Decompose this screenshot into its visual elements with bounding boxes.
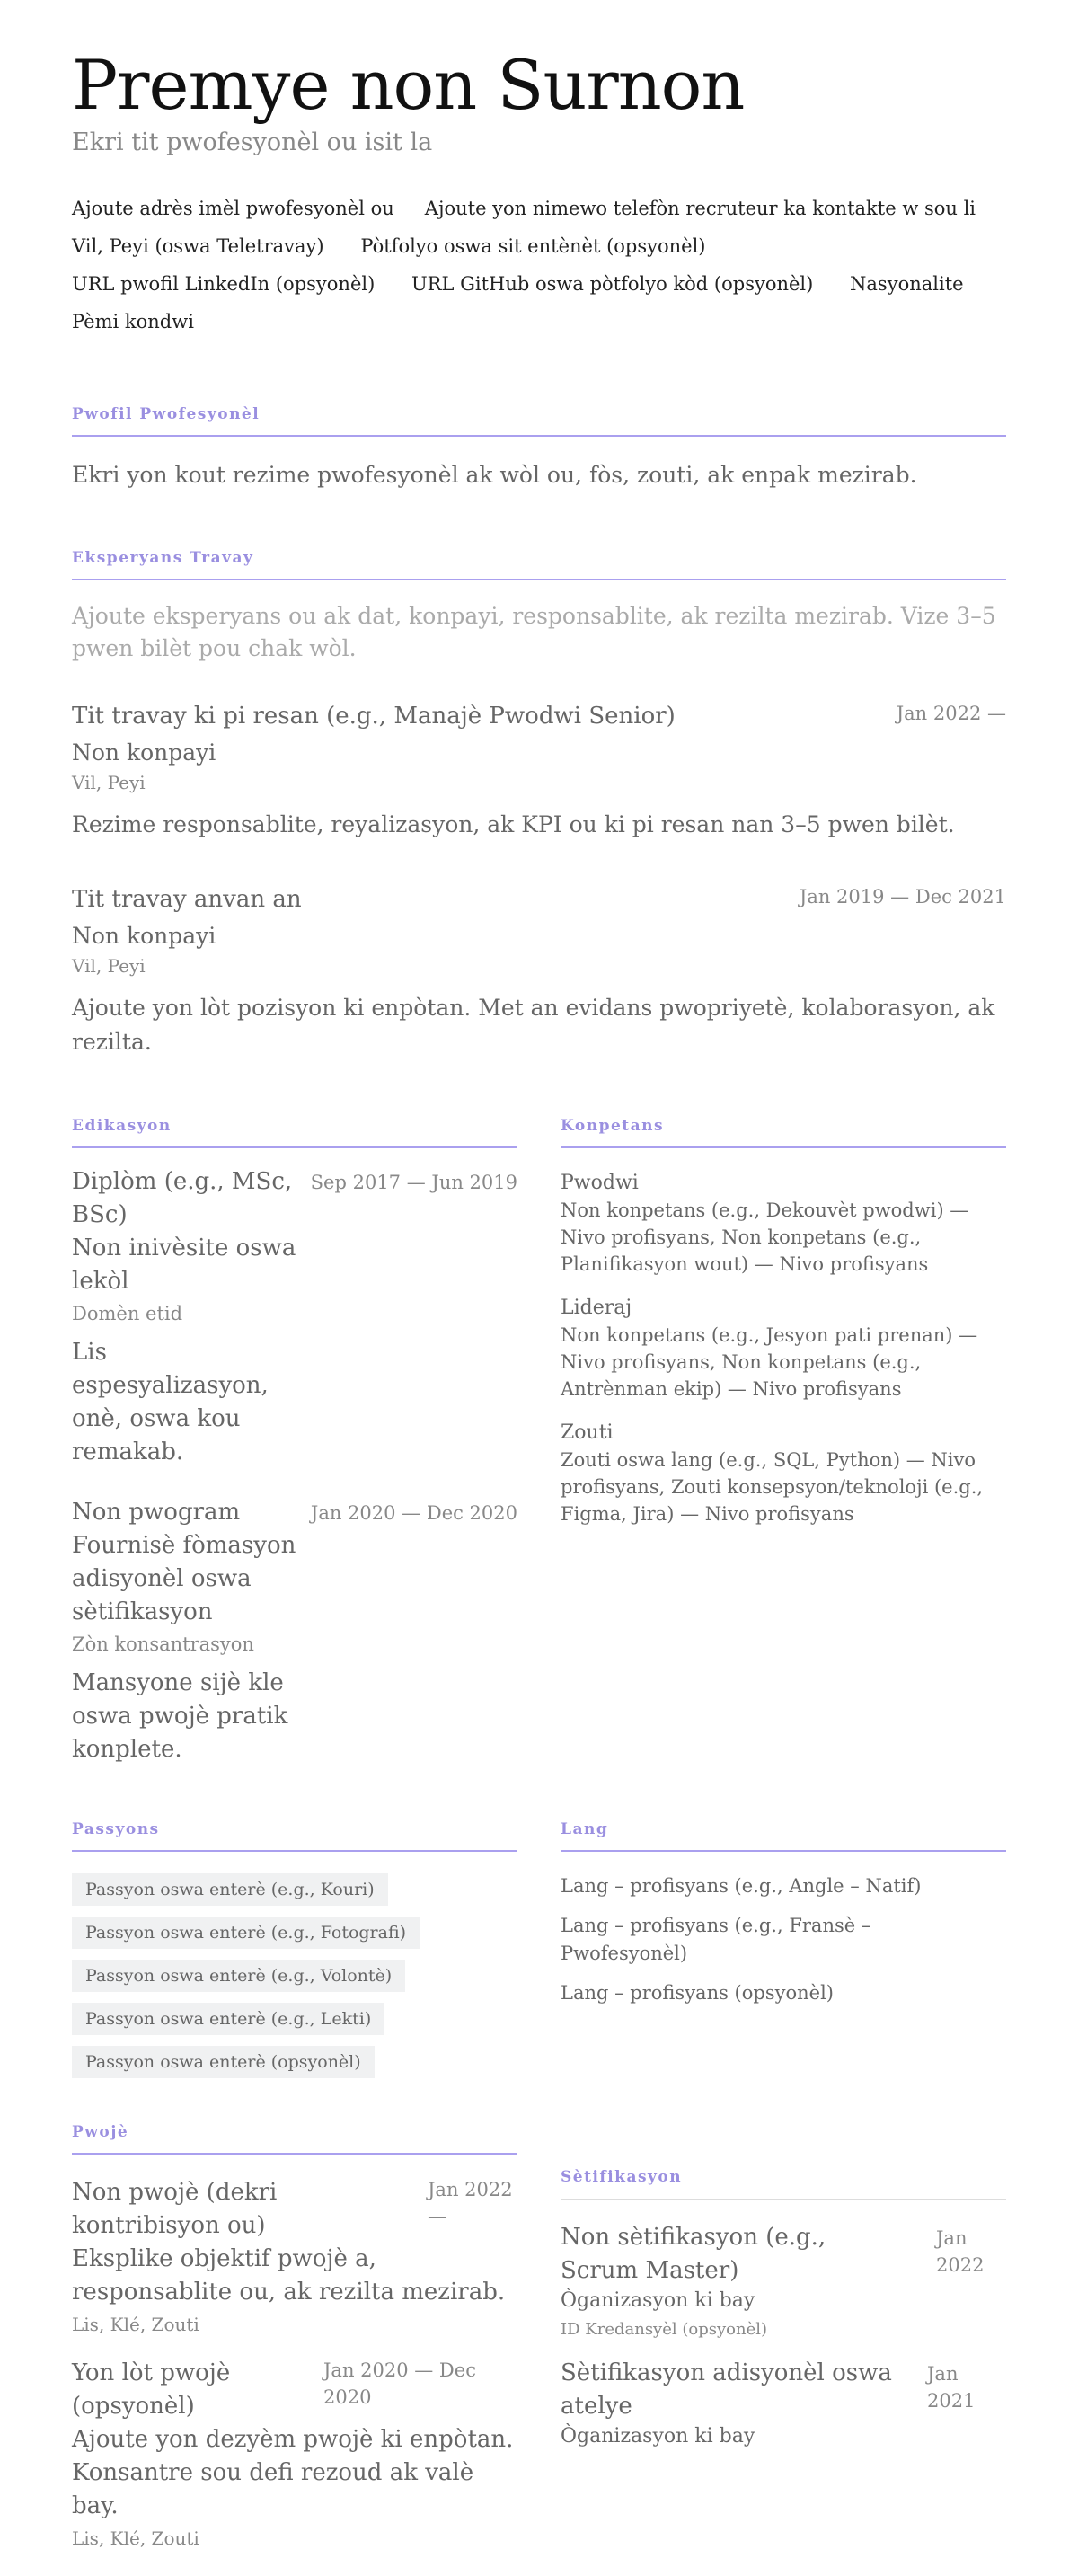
- skill-group: [561, 1295, 1006, 1403]
- contact-linkedin: URL pwofil LinkedIn (opsyonèl): [72, 273, 376, 295]
- interests-section: [72, 1819, 517, 2078]
- certification-issuer: Òganizasyon ki bay: [561, 2289, 755, 2312]
- education-entry: [72, 1165, 517, 1469]
- education-section: [72, 1115, 517, 1766]
- section-heading: Pwojè: [72, 2121, 517, 2155]
- education-entry: [72, 1496, 517, 1766]
- job-company: Non konpayi: [72, 923, 216, 949]
- interest-chip: Passyon oswa enterè (e.g., Lekti): [72, 2003, 384, 2035]
- projects-section: [72, 2121, 517, 2551]
- section-heading: Edikasyon: [72, 1115, 517, 1148]
- section-heading: Passyons: [72, 1819, 517, 1852]
- contact-github: URL GitHub oswa pòtfolyo kòd (opsyonèl): [411, 273, 814, 295]
- section-heading: Konpetans: [561, 1115, 1006, 1148]
- contact-license: Pèmi kondwi: [72, 311, 194, 332]
- section-heading: Lang: [561, 1819, 1006, 1852]
- contact-nationality: Nasyonalite: [850, 273, 964, 295]
- certifications-section: [561, 2166, 1006, 2551]
- profile-summary: Ekri yon kout rezime pwofesyonèl ak wòl ou, fòs, zouti, ak enpak mezirab.: [72, 462, 917, 488]
- degree: Non pwogram: [72, 1499, 241, 1526]
- interest-chip: Passyon oswa enterè (opsyonèl): [72, 2046, 375, 2078]
- section-heading: Pwofil Pwofesyonèl: [72, 403, 1006, 437]
- skill-group-name: Lideraj: [561, 1297, 632, 1319]
- skill-group-items: Zouti oswa lang (e.g., SQL, Python) — Nivo profisyans, Zouti konsepsyon/teknoloji (e.g., Figma, Jira) — Nivo profisyans: [561, 1449, 984, 1525]
- certification-date: Jan 2022: [936, 2227, 985, 2276]
- experience-intro: Ajoute eksperyans ou ak dat, konpayi, responsablite, ak rezilta mezirab. Vize 3–5 pwen bilèt pou chak wòl.: [72, 603, 996, 661]
- job-entry: [72, 883, 1006, 1059]
- contact-list: [72, 190, 1006, 341]
- language-item: Lang – profisyans (e.g., Fransè – Pwofesyonèl): [561, 1915, 871, 1964]
- job-dates: Jan 2022 —: [896, 703, 1006, 724]
- project-description: Eksplike objektif pwojè a, responsablite ou, ak rezilta mezirab.: [72, 2245, 506, 2306]
- project-description: Ajoute yon dezyèm pwojè ki enpòtan. Konsantre sou defi rezoud ak valè bay.: [72, 2426, 514, 2519]
- job-title: Tit travay ki pi resan (e.g., Manajè Pwodwi Senior): [72, 703, 676, 730]
- section-heading: Eksperyans Travay: [72, 547, 1006, 580]
- project-dates: Jan 2022 —: [428, 2179, 513, 2227]
- credential-id: ID Kredansyèl (opsyonèl): [561, 2320, 768, 2339]
- project-entry: [72, 2357, 517, 2551]
- school: Non inivèsite oswa lekòl: [72, 1235, 296, 1295]
- project-entry: [72, 2176, 517, 2337]
- field-of-study: Domèn etid: [72, 1303, 183, 1324]
- interest-chip: Passyon oswa enterè (e.g., Kouri): [72, 1873, 388, 1906]
- skill-group-items: Non konpetans (e.g., Dekouvèt pwodwi) — Nivo profisyans, Non konpetans (e.g., Planifikasyon wout) — Nivo profisyans: [561, 1199, 969, 1275]
- job-location: Vil, Peyi: [72, 772, 146, 793]
- languages-section: [561, 1819, 1006, 2078]
- headline: Ekri tit pwofesyonèl ou isit la: [72, 128, 433, 156]
- project-title: Yon lòt pwojè (opsyonèl): [72, 2359, 231, 2420]
- skill-group: [561, 1420, 1006, 1527]
- job-location: Vil, Peyi: [72, 955, 146, 977]
- job-description: Rezime responsablite, reyalizasyon, ak KPI ou ki pi resan nan 3–5 pwen bilèt.: [72, 811, 955, 837]
- certification-date: Jan 2021: [927, 2363, 976, 2412]
- education-description: Mansyone sijè kle oswa pwojè pratik konplete.: [72, 1669, 288, 1763]
- certification-entry: [561, 2357, 1006, 2450]
- language-item: Lang – profisyans (opsyonèl): [561, 1982, 834, 2004]
- project-dates: Jan 2020 — Dec 2020: [323, 2359, 476, 2408]
- education-description: Lis espesyalizasyon, onè, oswa kou remakab.: [72, 1339, 269, 1465]
- project-title: Non pwojè (dekri kontribisyon ou): [72, 2179, 278, 2239]
- contact-email: Ajoute adrès imèl pwofesyonèl ou: [72, 198, 394, 219]
- section-heading: Sètifikasyon: [561, 2166, 1006, 2200]
- interest-chip: Passyon oswa enterè (e.g., Fotografi): [72, 1917, 420, 1949]
- skills-section: [561, 1115, 1006, 1766]
- interest-chip: Passyon oswa enterè (e.g., Volontè): [72, 1960, 405, 1992]
- experience-section: [72, 547, 1006, 1059]
- field-of-study: Zòn konsantrasyon: [72, 1633, 254, 1655]
- job-entry: [72, 700, 1006, 841]
- job-description: Ajoute yon lòt pozisyon ki enpòtan. Met an evidans pwopriyetè, kolaborasyon, ak rezilta.: [72, 995, 995, 1055]
- contact-location: Vil, Peyi (oswa Teletravay): [72, 235, 324, 257]
- project-tags: Lis, Klé, Zouti: [72, 2314, 199, 2335]
- job-dates: Jan 2019 — Dec 2021: [799, 886, 1006, 907]
- profile-section: [72, 403, 1006, 491]
- education-dates: Jan 2020 — Dec 2020: [310, 1502, 517, 1524]
- job-company: Non konpayi: [72, 739, 216, 766]
- job-title: Tit travay anvan an: [72, 886, 302, 913]
- skill-group-items: Non konpetans (e.g., Jesyon pati prenan) — Nivo profisyans, Non konpetans (e.g., Antrènman ekip) — Nivo profisyans: [561, 1324, 978, 1400]
- candidate-name: Premye non Surnon: [72, 45, 745, 125]
- contact-phone: Ajoute yon nimewo telefòn recruteur ka kontakte w sou li: [424, 198, 976, 219]
- certification-entry: [561, 2221, 1006, 2342]
- school: Fournisè fòmasyon adisyonèl oswa sètifikasyon: [72, 1532, 296, 1625]
- contact-portfolio: Pòtfolyo oswa sit entènèt (opsyonèl): [360, 235, 706, 257]
- skill-group-name: Pwodwi: [561, 1172, 639, 1194]
- certification-title: Sètifikasyon adisyonèl oswa atelye: [561, 2359, 892, 2420]
- language-item: Lang – profisyans (e.g., Angle – Natif): [561, 1875, 922, 1897]
- skill-group-name: Zouti: [561, 1421, 614, 1444]
- degree: Diplòm (e.g., MSc, BSc): [72, 1168, 293, 1228]
- skill-group: [561, 1170, 1006, 1278]
- certification-issuer: Òganizasyon ki bay: [561, 2425, 755, 2448]
- certification-title: Non sètifikasyon (e.g., Scrum Master): [561, 2224, 826, 2284]
- project-tags: Lis, Klé, Zouti: [72, 2527, 199, 2549]
- education-dates: Sep 2017 — Jun 2019: [310, 1172, 517, 1193]
